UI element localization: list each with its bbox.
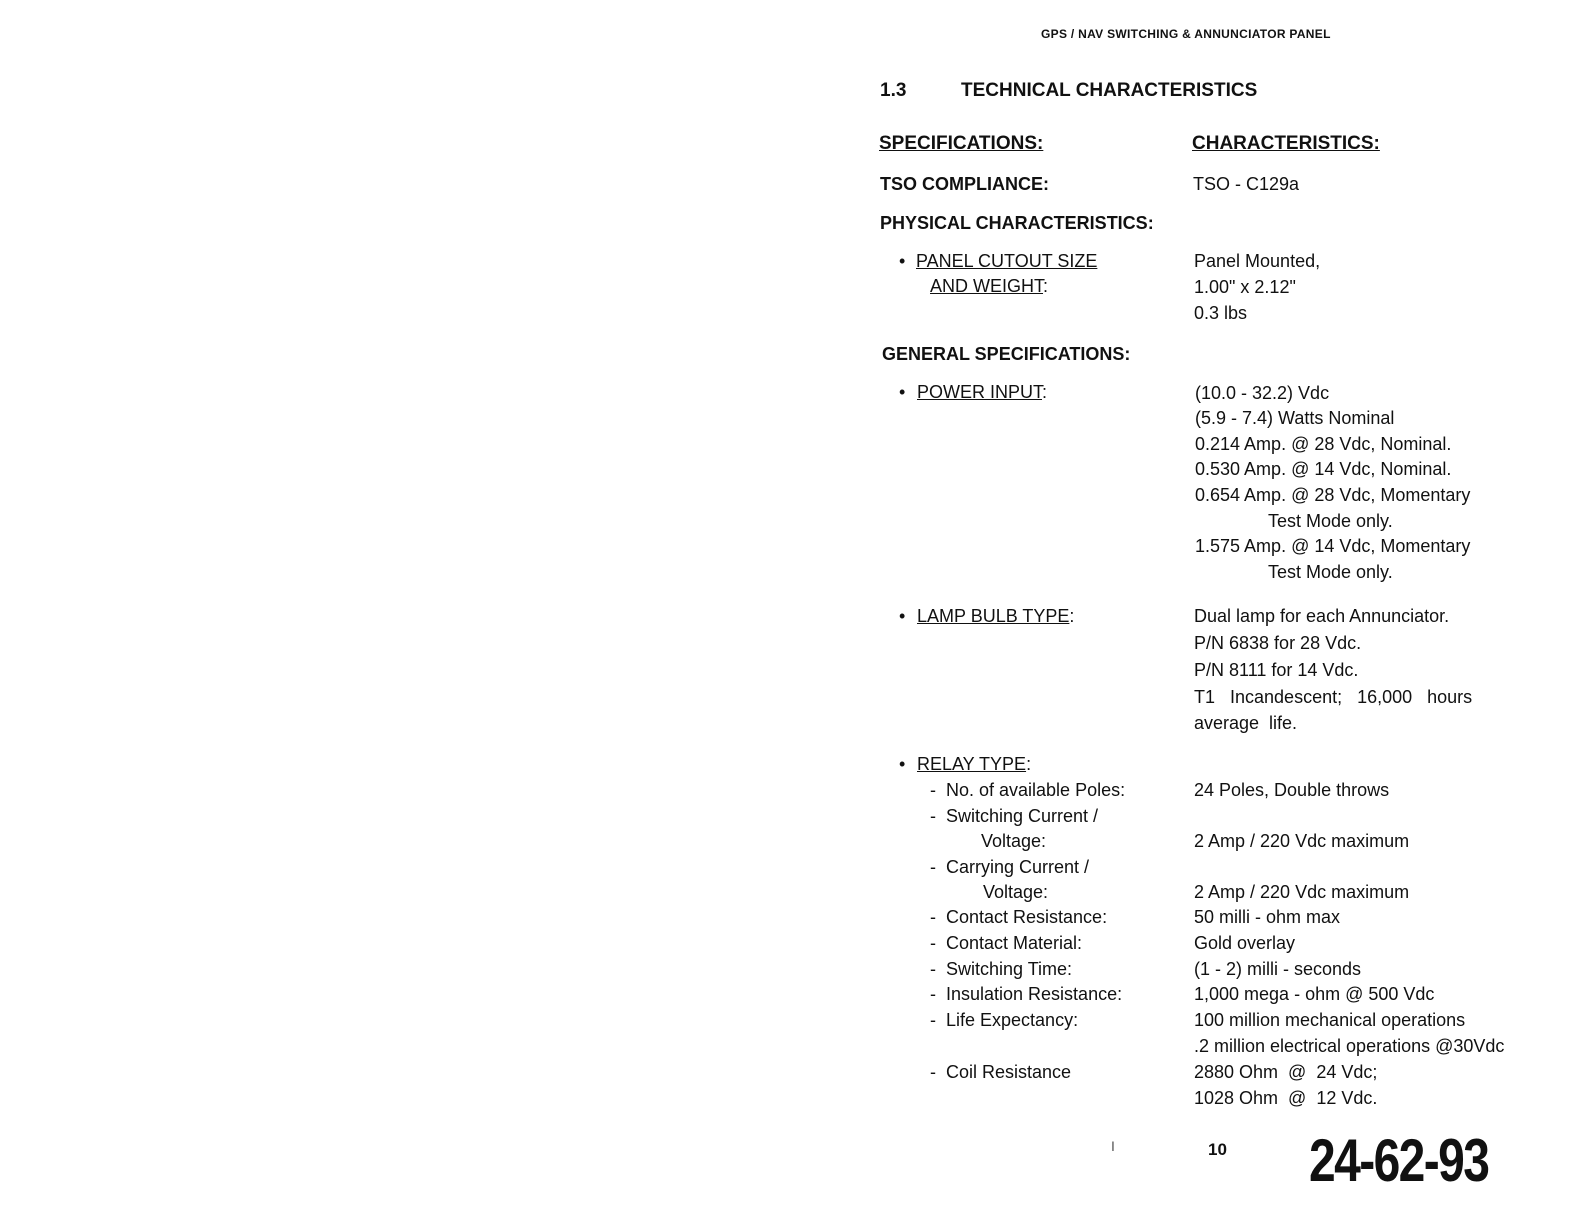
power-value-8: Test Mode only. <box>1268 562 1393 582</box>
physical-heading: PHYSICAL CHARACTERISTICS: <box>880 213 1154 233</box>
relay-row-value: 100 million mechanical operations <box>1194 1010 1466 1030</box>
relay-row-value: 2 Amp / 220 Vdc maximum <box>1194 882 1410 902</box>
relay-row-value: Gold overlay <box>1194 933 1296 953</box>
lamp-value-4: T1 Incandescent; 16,000 hours <box>1194 687 1473 707</box>
panel-value-3: 0.3 lbs <box>1194 303 1248 323</box>
power-value-1: (10.0 - 32.2) Vdc <box>1195 383 1330 403</box>
margin-mark: I <box>1111 1138 1115 1154</box>
relay-row-value: 1,000 mega - ohm @ 500 Vdc <box>1194 984 1435 1004</box>
relay-row-value: (1 - 2) milli - seconds <box>1194 959 1362 979</box>
power-input-label <box>917 382 1047 403</box>
relay-row-label: - Life Expectancy: <box>930 1010 1079 1030</box>
panel-value-2: 1.00" x 2.12" <box>1194 277 1296 297</box>
relay-row-label: - Insulation Resistance: <box>930 984 1123 1004</box>
relay-row-label: - No. of available Poles: <box>930 780 1126 800</box>
lamp-bulb-label <box>917 606 1074 627</box>
lamp-bulb-colon: : <box>1069 606 1075 626</box>
relay-row-value: 1028 Ohm @ 12 Vdc. <box>1194 1088 1378 1108</box>
page-number: 10 <box>1208 1140 1227 1159</box>
general-heading: GENERAL SPECIFICATIONS: <box>882 344 1131 364</box>
bullet-icon: • <box>899 606 906 626</box>
relay-row-label: - Switching Time: <box>930 959 1073 979</box>
lamp-value-1: Dual lamp for each Annunciator. <box>1194 606 1450 626</box>
lamp-value-3: P/N 8111 for 14 Vdc. <box>1194 660 1359 680</box>
bullet-icon: • <box>899 251 906 271</box>
relay-row-value: 24 Poles, Double throws <box>1194 780 1390 800</box>
power-value-4: 0.530 Amp. @ 14 Vdc, Nominal. <box>1195 459 1452 479</box>
lamp-value-5: average life. <box>1194 713 1298 733</box>
lamp-value-2: P/N 6838 for 28 Vdc. <box>1194 633 1362 653</box>
tso-label: TSO COMPLIANCE: <box>880 174 1049 194</box>
power-input-label-text: POWER INPUT <box>917 382 1043 402</box>
relay-row-value: 2 Amp / 220 Vdc maximum <box>1194 831 1410 851</box>
panel-weight-colon: : <box>1043 276 1049 296</box>
section-number: 1.3 <box>880 80 907 101</box>
panel-value-1: Panel Mounted, <box>1194 251 1321 271</box>
relay-row-value: 2880 Ohm @ 24 Vdc; <box>1194 1062 1378 1082</box>
relay-type-label <box>917 754 1031 775</box>
lamp-bulb-label-text: LAMP BULB TYPE <box>917 606 1070 626</box>
relay-type-label-text: RELAY TYPE <box>917 754 1027 774</box>
power-value-6: Test Mode only. <box>1268 511 1393 531</box>
bullet-icon: • <box>899 382 906 402</box>
characteristics-heading: CHARACTERISTICS: <box>1192 133 1380 154</box>
tso-value: TSO - C129a <box>1193 174 1300 194</box>
relay-row-label: Voltage: <box>983 882 1049 902</box>
relay-type-colon: : <box>1026 754 1032 774</box>
document-number: 24-62-93 <box>1309 1127 1489 1194</box>
power-value-7: 1.575 Amp. @ 14 Vdc, Momentary <box>1195 536 1471 556</box>
relay-row-label: - Contact Material: <box>930 933 1083 953</box>
relay-row-label: - Contact Resistance: <box>930 907 1108 927</box>
running-header: GPS / NAV SWITCHING & ANNUNCIATOR PANEL <box>1041 27 1331 41</box>
power-value-2: (5.9 - 7.4) Watts Nominal <box>1195 408 1395 428</box>
specifications-heading: SPECIFICATIONS: <box>879 133 1044 154</box>
panel-weight-label <box>930 276 1048 297</box>
relay-row-label: - Coil Resistance <box>930 1062 1072 1082</box>
power-value-3: 0.214 Amp. @ 28 Vdc, Nominal. <box>1195 434 1452 454</box>
power-input-colon: : <box>1042 382 1048 402</box>
power-value-5: 0.654 Amp. @ 28 Vdc, Momentary <box>1195 485 1471 505</box>
panel-weight-label-text: AND WEIGHT <box>930 276 1044 296</box>
panel-cutout-label: PANEL CUTOUT SIZE <box>916 251 1098 271</box>
relay-row-value: .2 million electrical operations @30Vdc <box>1194 1036 1505 1056</box>
bullet-icon: • <box>899 754 906 774</box>
relay-row-value: 50 milli - ohm max <box>1194 907 1341 927</box>
section-title: TECHNICAL CHARACTERISTICS <box>961 80 1258 101</box>
relay-row-label: - Switching Current / <box>930 806 1099 826</box>
relay-row-label: - Carrying Current / <box>930 857 1090 877</box>
relay-row-label: Voltage: <box>981 831 1047 851</box>
